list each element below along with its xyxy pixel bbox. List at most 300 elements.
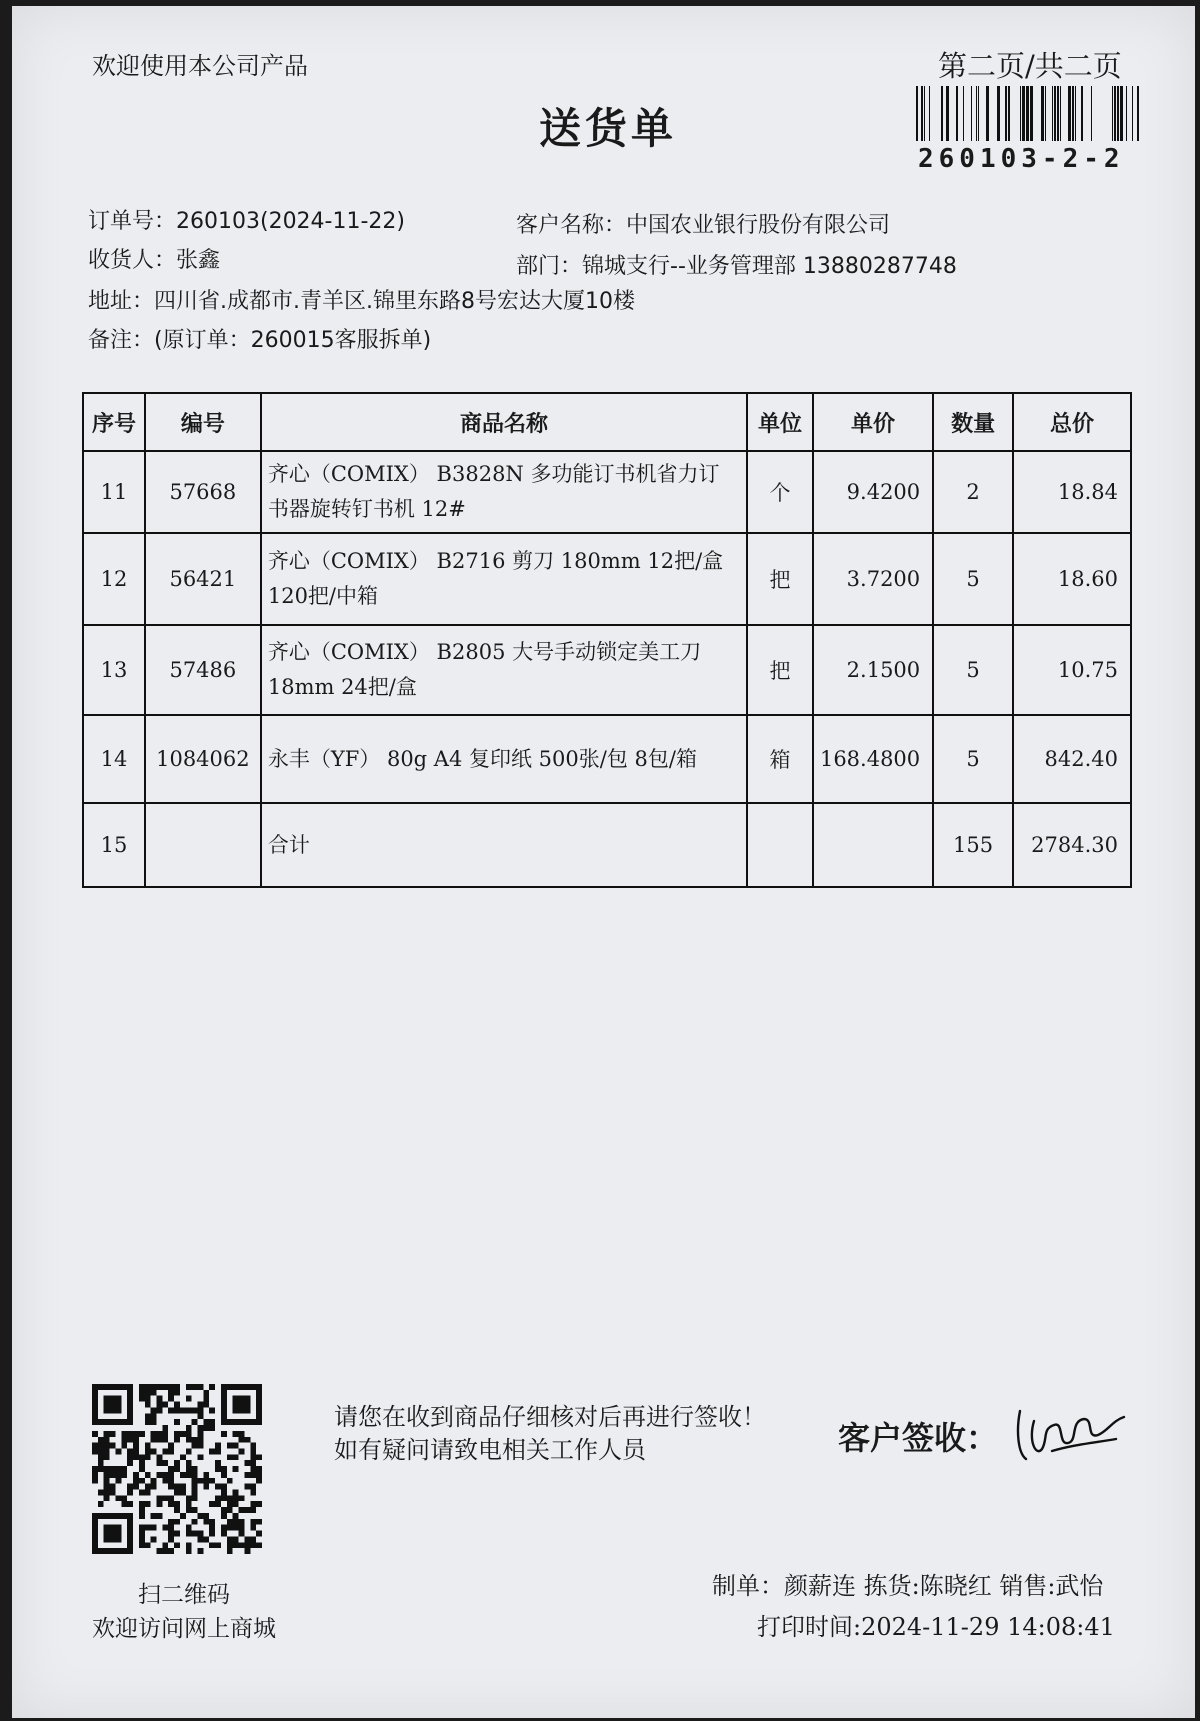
qr-module	[174, 1519, 180, 1525]
qr-module	[162, 1431, 168, 1437]
qr-module	[104, 1443, 110, 1449]
qr-module	[104, 1448, 110, 1454]
qr-module	[244, 1536, 250, 1542]
qr-module	[139, 1390, 145, 1396]
qr-module	[250, 1484, 256, 1490]
qr-module	[168, 1384, 174, 1390]
qr-module	[192, 1443, 198, 1449]
qr-module	[203, 1402, 209, 1408]
qr-module	[256, 1454, 262, 1460]
qr-module	[98, 1437, 104, 1443]
qr-module	[239, 1519, 245, 1525]
cell-total: 2784.30	[1013, 803, 1131, 887]
qr-module	[151, 1407, 157, 1413]
qr-module	[145, 1396, 151, 1402]
qr-module	[221, 1472, 227, 1478]
qr-module	[186, 1384, 192, 1390]
barcode-bar	[1091, 86, 1092, 141]
header-quantity: 数量	[933, 393, 1013, 451]
qr-module	[168, 1525, 174, 1531]
qr-module	[198, 1437, 204, 1443]
qr-module	[198, 1531, 204, 1537]
cell-product-name: 合计	[261, 803, 747, 887]
table-row	[83, 533, 1131, 625]
qr-module	[162, 1495, 168, 1501]
qr-module	[174, 1431, 180, 1437]
qr-module	[133, 1448, 139, 1454]
qr-module	[209, 1519, 215, 1525]
qr-module	[250, 1542, 256, 1548]
qr-module	[198, 1425, 204, 1431]
qr-module	[203, 1484, 209, 1490]
barcode-graphic	[916, 86, 1141, 141]
qr-module	[115, 1466, 121, 1472]
qr-module	[233, 1466, 239, 1472]
qr-module	[203, 1536, 209, 1542]
qr-module	[168, 1531, 174, 1537]
qr-module	[233, 1501, 239, 1507]
qr-module	[174, 1507, 180, 1513]
qr-module	[227, 1519, 233, 1525]
qr-module	[156, 1437, 162, 1443]
qr-module	[174, 1419, 180, 1425]
qr-module	[186, 1407, 192, 1413]
staff-info: 制单：颜薪连 拣货:陈晓红 销售:武怡	[712, 1572, 1104, 1600]
qr-module	[168, 1466, 174, 1472]
qr-module	[98, 1490, 104, 1496]
qr-module	[151, 1437, 157, 1443]
qr-module	[192, 1466, 198, 1472]
qr-module	[110, 1466, 116, 1472]
qr-module	[151, 1390, 157, 1396]
cell-quantity: 5	[933, 715, 1013, 803]
qr-module	[145, 1490, 151, 1496]
qr-module	[221, 1484, 227, 1490]
qr-module	[145, 1402, 151, 1408]
qr-module	[227, 1548, 233, 1554]
qr-module	[139, 1431, 145, 1437]
qr-module	[121, 1437, 127, 1443]
qr-module	[151, 1513, 157, 1519]
qr-module	[127, 1454, 133, 1460]
cell-unit: 把	[747, 533, 813, 625]
qr-module	[133, 1478, 139, 1484]
barcode-bar	[916, 86, 918, 141]
print-time: 打印时间:2024-11-29 14:08:41	[757, 1613, 1115, 1641]
qr-module	[156, 1495, 162, 1501]
barcode-bar	[986, 86, 989, 141]
qr-module	[233, 1525, 239, 1531]
qr-module	[133, 1431, 139, 1437]
cell-product-name: 齐心（COMIX） B3828N 多功能订书机省力订书器旋转钉书机 12#	[261, 451, 747, 533]
qr-module	[98, 1448, 104, 1454]
qr-module	[250, 1472, 256, 1478]
qr-module	[209, 1407, 215, 1413]
qr-module	[209, 1542, 215, 1548]
qr-module	[221, 1490, 227, 1496]
cell-seq: 11	[83, 451, 145, 533]
qr-module	[156, 1501, 162, 1507]
barcode-bar	[1026, 86, 1029, 141]
qr-module	[156, 1548, 162, 1554]
qr-module	[104, 1466, 110, 1472]
qr-module	[174, 1437, 180, 1443]
qr-module	[162, 1542, 168, 1548]
qr-module	[151, 1478, 157, 1484]
qr-module	[145, 1384, 151, 1390]
qr-module	[168, 1448, 174, 1454]
qr-module	[239, 1431, 245, 1437]
document-title: 送货单	[539, 104, 678, 153]
qr-module	[250, 1501, 256, 1507]
qr-module	[221, 1431, 227, 1437]
qr-module	[215, 1443, 221, 1449]
qr-module	[233, 1495, 239, 1501]
qr-module	[127, 1501, 133, 1507]
cell-product-name: 齐心（COMIX） B2805 大号手动锁定美工刀 18mm 24把/盒	[261, 625, 747, 715]
qr-module	[180, 1454, 186, 1460]
qr-module	[192, 1407, 198, 1413]
qr-module	[250, 1454, 256, 1460]
cell-total: 10.75	[1013, 625, 1131, 715]
qr-module	[104, 1472, 110, 1478]
header-total: 总价	[1013, 393, 1131, 451]
qr-module	[127, 1437, 133, 1443]
cell-unit-price: 9.4200	[813, 451, 933, 533]
qr-code-graphic	[92, 1384, 262, 1554]
qr-module	[244, 1507, 250, 1513]
qr-module	[133, 1454, 139, 1460]
cell-product-name: 齐心（COMIX） B2716 剪刀 180mm 12把/盒 120把/中箱	[261, 533, 747, 625]
qr-module	[209, 1478, 215, 1484]
barcode-bar	[1041, 86, 1044, 141]
qr-module	[186, 1507, 192, 1513]
qr-module	[186, 1448, 192, 1454]
qr-module	[168, 1519, 174, 1525]
qr-module	[203, 1519, 209, 1525]
qr-module	[162, 1448, 168, 1454]
qr-module	[110, 1484, 116, 1490]
qr-module	[139, 1513, 145, 1519]
qr-module	[145, 1472, 151, 1478]
qr-module	[180, 1431, 186, 1437]
cell-quantity: 5	[933, 625, 1013, 715]
qr-module	[244, 1437, 250, 1443]
qr-module	[174, 1466, 180, 1472]
qr-module	[110, 1443, 116, 1449]
cell-unit	[747, 803, 813, 887]
table-total-row	[83, 803, 1131, 887]
qr-module	[92, 1466, 98, 1472]
qr-module	[227, 1501, 233, 1507]
qr-module	[186, 1466, 192, 1472]
cell-code: 56421	[145, 533, 261, 625]
qr-module	[151, 1536, 157, 1542]
qr-module	[256, 1542, 262, 1548]
barcode-bar	[963, 86, 964, 141]
barcode-bar	[946, 86, 949, 141]
qr-module	[139, 1525, 145, 1531]
qr-module	[145, 1419, 151, 1425]
qr-module	[151, 1419, 157, 1425]
qr-module	[139, 1536, 145, 1542]
qr-module	[127, 1484, 133, 1490]
qr-module	[198, 1478, 204, 1484]
qr-module	[168, 1478, 174, 1484]
customer-sign-label: 客户签收：	[838, 1419, 999, 1457]
qr-module	[198, 1431, 204, 1437]
address: 地址：四川省.成都市.青羊区.锦里东路8号宏达大厦10楼	[88, 289, 635, 314]
qr-module	[168, 1472, 174, 1478]
qr-module	[104, 1495, 110, 1501]
cell-unit-price: 3.7200	[813, 533, 933, 625]
qr-module	[151, 1525, 157, 1531]
qr-module	[215, 1466, 221, 1472]
barcode-bar	[1054, 86, 1056, 141]
cell-seq: 14	[83, 715, 145, 803]
qr-module	[156, 1402, 162, 1408]
qr-module	[192, 1478, 198, 1484]
barcode-bar	[976, 86, 977, 141]
qr-module	[192, 1519, 198, 1525]
qr-module	[192, 1490, 198, 1496]
qr-module	[186, 1396, 192, 1402]
receiver: 收货人：张鑫	[88, 248, 221, 273]
qr-module	[192, 1507, 198, 1513]
qr-module	[156, 1407, 162, 1413]
qr-module	[233, 1454, 239, 1460]
barcode-bar	[1068, 86, 1071, 141]
qr-module	[239, 1531, 245, 1537]
qr-module	[104, 1437, 110, 1443]
department: 部门：锦城支行--业务管理部 13880287748	[516, 254, 957, 279]
order-number: 订单号：260103(2024-11-22)	[88, 209, 406, 234]
qr-module	[174, 1384, 180, 1390]
table-row	[83, 625, 1131, 715]
qr-module	[180, 1407, 186, 1413]
qr-module	[151, 1431, 157, 1437]
cell-code: 57486	[145, 625, 261, 715]
qr-module	[121, 1443, 127, 1449]
barcode-bar	[1045, 86, 1046, 141]
qr-module	[115, 1478, 121, 1484]
qr-module	[256, 1519, 262, 1525]
qr-module	[104, 1431, 110, 1437]
qr-module	[250, 1536, 256, 1542]
qr-module	[244, 1484, 250, 1490]
barcode-bar	[1137, 86, 1139, 141]
qr-module	[98, 1501, 104, 1507]
qr-module	[145, 1501, 151, 1507]
qr-module	[233, 1513, 239, 1519]
qr-module	[227, 1525, 233, 1531]
table-row	[83, 451, 1131, 533]
qr-module	[203, 1390, 209, 1396]
barcode-bar	[1005, 86, 1007, 141]
qr-module	[168, 1443, 174, 1449]
qr-module	[186, 1437, 192, 1443]
qr-module	[256, 1501, 262, 1507]
qr-module	[256, 1531, 262, 1537]
qr-module	[162, 1548, 168, 1554]
qr-module	[115, 1495, 121, 1501]
qr-module	[203, 1425, 209, 1431]
barcode-bar	[971, 86, 972, 141]
barcode-bar	[1052, 86, 1053, 141]
qr-module	[215, 1448, 221, 1454]
barcode-bar	[941, 86, 943, 141]
qr-module	[133, 1484, 139, 1490]
qr-module	[162, 1525, 168, 1531]
cell-quantity: 155	[933, 803, 1013, 887]
receipt-notice: 请您在收到商品仔细核对后再进行签收！如有疑问请致电相关工作人员	[334, 1403, 766, 1464]
qr-module	[104, 1484, 110, 1490]
qr-module	[133, 1443, 139, 1449]
qr-module	[244, 1548, 250, 1554]
qr-module	[145, 1390, 151, 1396]
qr-module	[121, 1495, 127, 1501]
qr-module	[145, 1525, 151, 1531]
qr-module	[92, 1472, 98, 1478]
qr-module	[139, 1490, 145, 1496]
cell-unit-price	[813, 803, 933, 887]
qr-module	[156, 1460, 162, 1466]
qr-module	[145, 1448, 151, 1454]
qr-module	[145, 1542, 151, 1548]
qr-module	[221, 1531, 227, 1537]
qr-module	[139, 1460, 145, 1466]
cell-seq: 12	[83, 533, 145, 625]
qr-module	[203, 1396, 209, 1402]
qr-module	[156, 1431, 162, 1437]
cell-total: 18.84	[1013, 451, 1131, 533]
qr-module	[98, 1460, 104, 1466]
qr-module	[174, 1460, 180, 1466]
qr-module	[233, 1443, 239, 1449]
qr-module	[168, 1495, 174, 1501]
qr-module	[127, 1460, 133, 1466]
qr-module	[203, 1513, 209, 1519]
qr-module	[239, 1542, 245, 1548]
cell-unit: 把	[747, 625, 813, 715]
qr-module	[198, 1413, 204, 1419]
qr-module	[256, 1478, 262, 1484]
remark: 备注：(原订单：260015客服拆单)	[88, 328, 432, 353]
qr-module	[203, 1419, 209, 1425]
qr-module	[198, 1407, 204, 1413]
qr-module	[250, 1443, 256, 1449]
barcode-bar	[1112, 86, 1113, 141]
qr-module	[186, 1525, 192, 1531]
qr-module	[174, 1542, 180, 1548]
qr-module	[244, 1542, 250, 1548]
qr-module	[156, 1396, 162, 1402]
qr-module	[98, 1454, 104, 1460]
qr-module	[139, 1501, 145, 1507]
qr-module	[162, 1425, 168, 1431]
header-seq: 序号	[83, 393, 145, 451]
qr-module	[168, 1407, 174, 1413]
qr-module	[250, 1519, 256, 1525]
barcode-bar	[1126, 86, 1127, 141]
barcode-bar	[956, 86, 958, 141]
qr-caption	[84, 1578, 284, 1646]
qr-module	[233, 1490, 239, 1496]
qr-module	[227, 1542, 233, 1548]
qr-module	[233, 1536, 239, 1542]
qr-module	[133, 1472, 139, 1478]
delivery-note-sheet	[12, 6, 1195, 1718]
qr-module	[162, 1472, 168, 1478]
qr-module	[215, 1484, 221, 1490]
qr-module	[168, 1536, 174, 1542]
barcode-bar	[997, 86, 1000, 141]
qr-module	[192, 1472, 198, 1478]
qr-module	[186, 1531, 192, 1537]
qr-module	[168, 1484, 174, 1490]
barcode-bar	[1057, 86, 1059, 141]
cell-code: 57668	[145, 451, 261, 533]
qr-module	[145, 1443, 151, 1449]
barcode-bar	[1072, 86, 1074, 141]
qr-caption-visit: 欢迎访问网上商城	[92, 1616, 276, 1642]
qr-module	[174, 1407, 180, 1413]
qr-module	[139, 1454, 145, 1460]
qr-module	[139, 1542, 145, 1548]
qr-module	[256, 1472, 262, 1478]
qr-module	[250, 1466, 256, 1472]
qr-module	[198, 1536, 204, 1542]
qr-module	[139, 1466, 145, 1472]
qr-module	[151, 1484, 157, 1490]
qr-module	[121, 1431, 127, 1437]
qr-module	[145, 1413, 151, 1419]
qr-module	[186, 1472, 192, 1478]
qr-module	[121, 1472, 127, 1478]
cell-product-name: 永丰（YF） 80g A4 复印纸 500张/包 8包/箱	[261, 715, 747, 803]
qr-module	[151, 1448, 157, 1454]
qr-module	[233, 1519, 239, 1525]
qr-module	[233, 1396, 251, 1414]
barcode-bar	[1075, 86, 1076, 141]
qr-module	[162, 1460, 168, 1466]
qr-module	[250, 1460, 256, 1466]
cell-code: 1084062	[145, 715, 261, 803]
qr-module	[156, 1472, 162, 1478]
qr-module	[110, 1431, 116, 1437]
qr-module	[186, 1460, 192, 1466]
qr-module	[180, 1490, 186, 1496]
barcode-bar	[924, 86, 925, 141]
qr-module	[239, 1448, 245, 1454]
qr-module	[239, 1525, 245, 1531]
qr-module	[156, 1384, 162, 1390]
qr-module	[209, 1448, 215, 1454]
qr-module	[162, 1402, 168, 1408]
qr-module	[104, 1490, 110, 1496]
qr-module	[186, 1548, 192, 1554]
qr-module	[174, 1390, 180, 1396]
qr-module	[209, 1525, 215, 1531]
qr-module	[162, 1478, 168, 1484]
cell-seq: 15	[83, 803, 145, 887]
qr-module	[250, 1490, 256, 1496]
qr-module	[168, 1501, 174, 1507]
header-product-name: 商品名称	[261, 393, 747, 451]
qr-module	[198, 1402, 204, 1408]
qr-module	[174, 1484, 180, 1490]
qr-module	[139, 1478, 145, 1484]
